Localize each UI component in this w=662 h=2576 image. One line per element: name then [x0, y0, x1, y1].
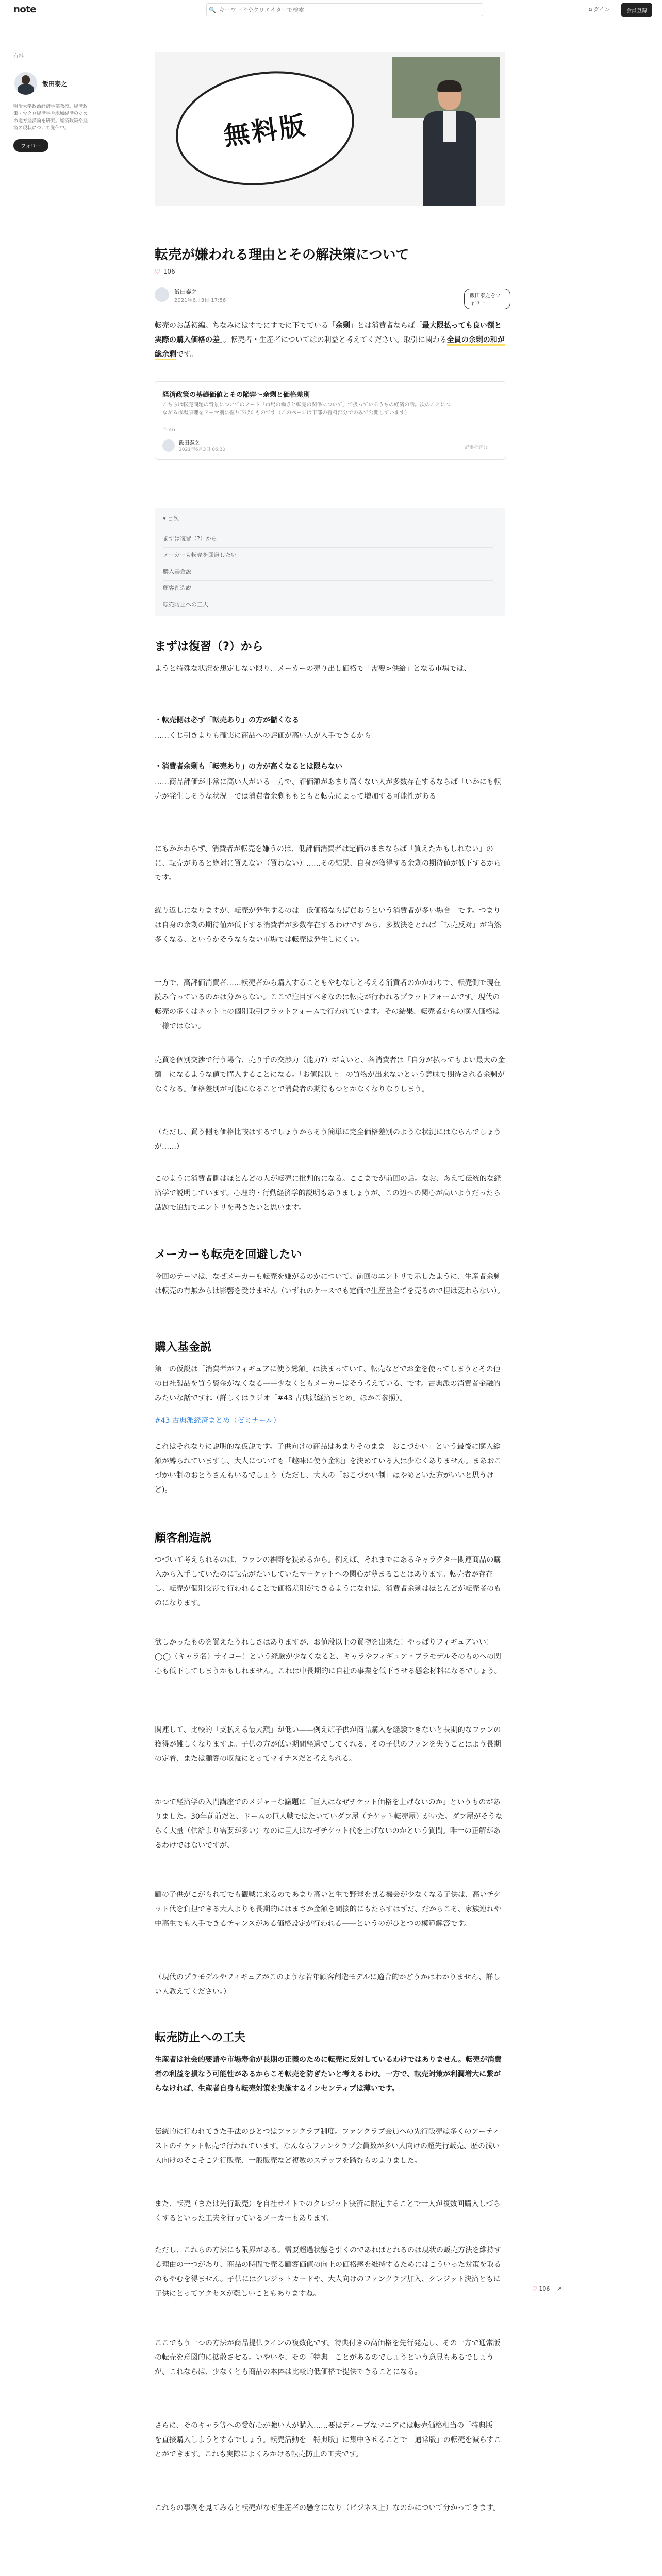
paragraph: [155, 1414, 505, 1428]
section-heading: 購入基金説: [155, 1341, 212, 1354]
login-link[interactable]: ログイン: [588, 6, 610, 13]
paragraph: 生産者は社会的要請や市場寿命が長期の正義のために転売に反対しているわけではありません。転売が消費者の利益を損なう可能性があるからこそ転売を防ぎたいと考えるわけ。一方で、転売対策が利潤増大に繋がらなければ、生産者自身も転売対策を実施するインセンティブは薄いです。: [155, 2056, 502, 2093]
hero-image: [155, 52, 505, 206]
section-heading: メーカーも転売を回避したい: [155, 1248, 302, 1262]
paragraph: （ただし、買う側も価格比較はするでしょうからそう簡単に完全価格差別のような状況にはならんでしょうが……）: [155, 1128, 501, 1151]
floating-like-count: 106: [539, 2285, 550, 2292]
paragraph: このように消費者側はほとんどの人が転売に批判的になる。ここまでが前回の話。なお、あえて伝統的な経済学で説明しています。心理的・行動経済学的説明もありましょうが、この辺への関心が高いようだったら話題で追加でエントリを書きたいと思います。: [155, 1175, 501, 1212]
search-icon: 🔍: [209, 6, 216, 13]
bullet: ・転売側は必ず「転売あり」の方が儲くなる: [155, 716, 299, 724]
paragraph: 欲しかったものを買えたうれしさはありますが、お値段以上の買物を出来た！やっぱりフィギュアいい！◯◯（キャラ名）サイコー！という経験が少なくなると、キャラやフィギュア・プラモデルそのものへの関心も低下してしまうかもしれません。これは中長期的に自社の事業を低下させる懸念材料になるでしょう。: [155, 1638, 502, 1675]
article-title: 転売が嫌われる理由とその解決策について: [155, 247, 409, 263]
floating-heart-icon[interactable]: ♡: [532, 2285, 537, 2292]
radio-link[interactable]: #43 古典派経済まとめ（ゼミナール）: [155, 1417, 280, 1425]
top-bar: [0, 0, 662, 20]
paragraph: ようと特殊な状況を想定しない限り、メーカーの売り出し価格で「需要>供給」となる市場では、: [155, 665, 471, 673]
paragraph: 売買を個別交渉で行う場合、売り手の交渉力（能力?）が高いと、各消費者は「自分が払ってもよい最大の金額」になるような値で購入することになる。「お値段以上」の買物が出来ないという意味で期待される余剰がなくなる。価格差別が可能になることで消費者の期待もつとかなくなりなりしまう。: [155, 1056, 505, 1093]
toc-item[interactable]: 購入基金説: [163, 564, 493, 575]
note-logo[interactable]: note: [13, 4, 36, 15]
share-icon[interactable]: ↗: [556, 2285, 562, 2292]
publish-date: 2021年6月3日 17:56: [174, 298, 226, 303]
author-row: [155, 286, 510, 305]
author-follow-button[interactable]: 飯田泰之をフォロー: [464, 289, 510, 309]
embed-title: 経済政策の基礎価値とその陥穽〜余剰と価格差別: [162, 391, 310, 399]
paragraph: さらに、そのキャラ等への愛好心が強い人が購入……要はディープなマニアには転売価格相当の「特典版」を直接購入しようとするでしょう。転売活動を「特典版」に集中させることで「通常版」の転売を減らすことができます。これも実際によくみかける転売防止の工夫です。: [155, 2421, 501, 2459]
paragraph: 一方で、高評価消費者……転売者から購入することもやむなしと考える消費者のかかわりで、転売側で現在読み合っているのかは分からない。ここで注目すべきなのは転売が行われるプラットフォームです。現代の転売の多くはネット上の個別取引プラットフォームで行われています。その結果、転売者からの購入価格は一様ではない。: [155, 979, 501, 1030]
paragraph: 繰り返しになりますが、転売が発生するのは「低価格ならば買おうという消費者が多い場合」です。つまりは自身の余剰の期待値が低下する消費者が多数存在するわけですから、多数決をとれば「転売反対」が当然多くなる、というかそうならない市場では転売は発生しにくい。: [155, 907, 501, 944]
paragraph: 関連して、比較的「支払える最大額」が低い——例えば子供が商品購入を経験できないと長期的なファンの獲得が難しくなりますよ。子供の方が低い期間経過でしてくれる、その子供のファンを失うことはよう長期の定着、または顧客の収益にとってマイナスだと考えられる。: [155, 1726, 501, 1763]
search-input[interactable]: [218, 6, 468, 14]
paragraph: 伝統的に行われてきた手法のひとつはファンクラブ制度。ファンクラブ会員への先行販売は多くのアーティストのチケット転売で行われています。なんならファンクラブ会員数が多い人向けの超先行販売、歴の浅い人向けのそこそこ先行販売、一般販売など複数のステップを踏むものよりました。: [155, 2128, 500, 2165]
paragraph: これはそれなりに説明的な仮説です。子供向けの商品はあまりそのまま「おこづかい」という最後に購入総額が縛られていますし、大人についても「趣味に使う金額」を決めている人は少なくありません。まあおこづかい制のおとうさんもいるでしょう（ただし、大人の「おこづかい制」はやめといた方がいいと思うけど)。: [155, 1443, 502, 1494]
intro-paragraph: 転売のお話初編。ちなみにはすでにすでに下でている「余剰」とは消費者ならば「最大限払っても良い額と実際の購入価格の差」。転売者・生産者についてはの利益と考えてください。取引に関わる全員の余剰の和が総余剰です。: [155, 318, 505, 362]
avatar[interactable]: [14, 72, 37, 95]
paragraph: 今回のテーマは、なぜメーカーも転売を嫌がるのかについて。前回のエントリで示したように、生産者余剰は転売の有無からは影響を受けません（いずれのケースでも定価で生産量全てを売るので担は変わらない）。: [155, 1273, 505, 1295]
bullet-sub: ……商品評価が非常に高い人がいる一方で、評価額があまり高くない人が多数存在するならば「いかにも転売が発生しそうな状況」では消費者余剰ももともと転売によって増加する可能性がある: [155, 778, 501, 801]
section-heading: まずは復習（?）から: [155, 640, 263, 654]
section-heading: 転売防止への工夫: [155, 2031, 246, 2045]
speech-bubble: [169, 60, 362, 196]
toc-item[interactable]: メーカーも転売を回避したい: [163, 547, 493, 559]
like-counter[interactable]: ♡ 106: [155, 268, 175, 275]
author-name[interactable]: 飯田泰之: [174, 289, 197, 295]
toc-item[interactable]: 転売防止への工夫: [163, 597, 493, 608]
toc-item[interactable]: 顧客創造説: [163, 580, 493, 592]
paragraph: ただし、これらの方法にも限界がある。需要超過状態を引くのであればとれるのは現状の販売方法を維持する理由の一つがあり、商品の時間で売る顧客価値の向上の価格感を維持するためにはこういった対策を取るのもやむを得ません。子供にはクレジットカードや、大人向けのファンクラブ加入、クレジット決済ともに子供にとってアクセスが難しいこともありますね。: [155, 2246, 501, 2298]
toc-item[interactable]: まずは復習（?）から: [163, 531, 493, 543]
paragraph: これらの事例を見てみると転売がなぜ生産者の懸念になり（ビジネス上）なのかについて分かってきます。: [155, 2504, 501, 2512]
creator-name[interactable]: 飯田泰之: [42, 80, 68, 88]
paragraph: ここでもう一つの方法が商品提供ラインの複数化です。特典付きの高価格を先行発売し、その一方で通常版の転売を意図的に拡散させる。いやいや、その「特典」ことがあるのでしょうという意見もあるでしょうが、これならば、少なくとも商品の本体は比較的低価格で提供できることになる。: [155, 2339, 501, 2376]
paragraph: （現代のプラモデルやフィギュアがこのような若年顧客創造モデルに適合的かどうかはわかりません、詳しい人教えてください。）: [155, 1973, 501, 1996]
embed-excerpt: こちらは転売問題の背景についてのノート「市場の働きと転売の関係について」で扱っているうちの経済の話。次のことにつながる市場原理をテーマ別に掘り下げたものです（このページは下部の有料部分でのみで公開しています）: [162, 402, 451, 416]
paragraph: また、転売（または先行販売）を自社サイトでのクレジット決済に限定することで一人が複数回購入しづらくするといった工夫を行っているメーカーもあります。: [155, 2200, 501, 2223]
embed-read-link[interactable]: 記事を読む: [465, 445, 488, 450]
sidebar-label: 有料: [13, 54, 24, 59]
embed-author-avatar: [162, 439, 175, 452]
search-box[interactable]: [206, 3, 483, 16]
embed-like-count: ♡ 46: [162, 427, 175, 433]
section-heading: 顧客創造説: [155, 1532, 212, 1545]
embedded-article-card[interactable]: [155, 381, 506, 460]
paragraph: 顧の子供がこがられてでも観戦に来るのであまり高いと生で野球を見る機会が少なくなる子供は、高いチケット代を負担できる大人よりも長期的にはまさか金額を間接的にもたらすはずだ、だからこそ、家族連れや中高生でも入手できるチャンスがある価格設定が行われる――というのがひとつの模範解答です。: [155, 1891, 501, 1928]
embed-author: 飯田泰之: [179, 440, 200, 446]
hero-text: 無料版: [222, 110, 309, 151]
follow-button[interactable]: フォロー: [13, 139, 48, 152]
paragraph: かつて経済学の入門講座でのメジャーな議題に「巨人はなぜチケット価格を上げないのか」というものがありました。30年前前だと、ドームの巨人戦ではたいていダフ屋（チケット転売屋）がいた。ダフ屋がそうならく大量（供給より需要が多い）なのに巨人はなぜチケット代を上げないのかという質問。唯一の正解があるわけではないですが、: [155, 1798, 503, 1850]
creator-bio: 明治大学政治経済学部教授。経済政策・マクロ経済学や地域経済のための地方経済論を研究。経済政策や経済の現状について発信中。: [13, 104, 88, 131]
signup-button[interactable]: 会員登録: [621, 3, 652, 17]
table-of-contents: [155, 508, 505, 616]
paragraph: 第一の仮説は「消費者がフィギュアに使う総額」は決まっていて、転売などでお金を使ってしまうとその他の自社製品を買う資金がなくなる——少なくともメーカーはそう考えている、です。古典派の消費者金融的みたいな話ですね（詳しくはラジオ「#43 古典派経済まとめ」ほかご参照）。: [155, 1365, 501, 1402]
paragraph: つづいて考えられるのは、ファンの裾野を狭めるから。例えば、それまでにあるキャラクター関連商品の購入から入手していたのに転売がたいしていたマーケットへの関心が薄まることはあります。転売者が存在し、転売が個別交渉で行われることで価格差別ができるようになれば、消費者余剰はほとんどが転売者のものになります。: [155, 1556, 501, 1607]
heart-icon[interactable]: ♡: [155, 268, 160, 275]
paragraph: にもかかわらず、消費者が転売を嫌うのは、低評価消費者は定価のままならば「買えたかもしれない」のに、転売があると絶対に買えない（買わない）……その結果、自身が獲得する余剰の期待値が低下するからです。: [155, 845, 501, 882]
embed-date: 2021年6月3日 06:30: [179, 447, 226, 452]
floating-actions: [532, 2285, 573, 2292]
author-photo: [423, 82, 474, 206]
toc-heading[interactable]: ▾ 目次: [163, 515, 179, 522]
author-avatar[interactable]: [155, 287, 169, 302]
bullet-sub: ……くじ引きよりも確実に商品への評価が高い人が入手できるから: [155, 732, 371, 740]
bullet: ・消費者余剰も「転売あり」の方が高くなるとは限らない: [155, 762, 342, 771]
